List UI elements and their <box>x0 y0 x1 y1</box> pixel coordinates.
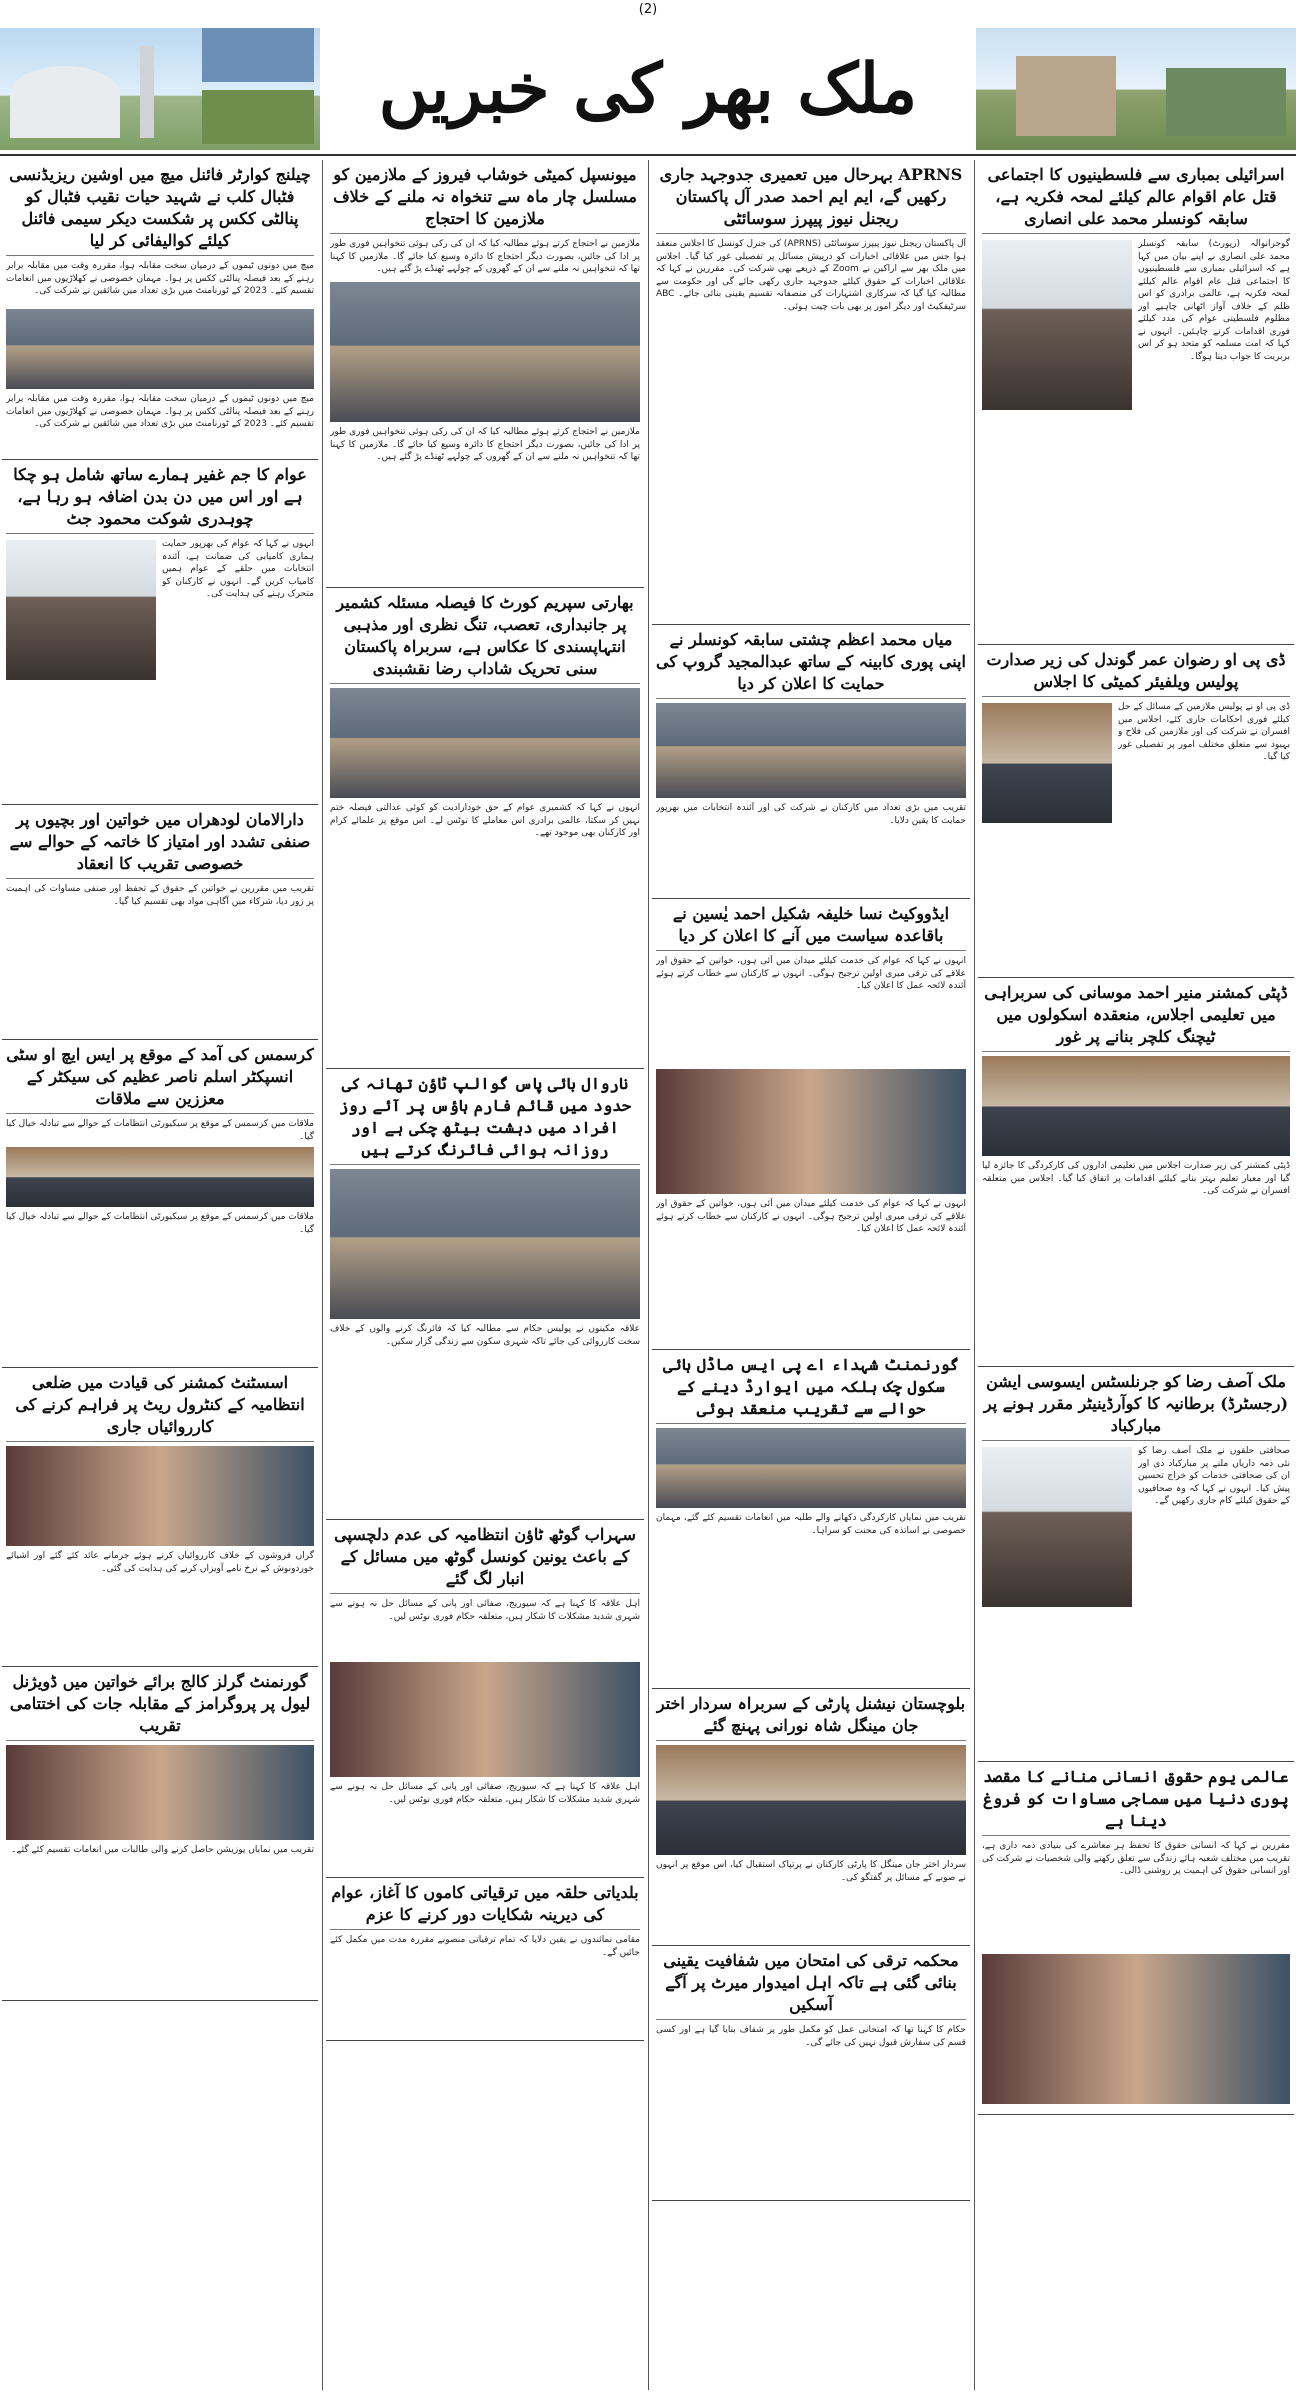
column-divider <box>974 160 975 2390</box>
human-rights-event-photo <box>982 1954 1290 2104</box>
story-body: اہل علاقہ کا کہنا ہے کہ سیوریج، صفائی اور پانی کے مسائل حل نہ ہونے سے شہری شدید مشکلات کا شکار ہیں، متعلقہ حکام فوری نوٹس لیں۔ <box>330 1599 640 1622</box>
portrait-photo <box>6 540 156 680</box>
news-story <box>2 1667 318 2001</box>
story-headline: سہراب گوٹھ ٹاؤن انتظامیہ کی عدم دلچسپی کے باعث یونین کونسل گوٹھ میں مسائل کے انبار لگ گئے <box>330 1524 640 1594</box>
news-story <box>2 1040 318 1368</box>
story-headline: ناروال بائی پاس گوالپ ٹاؤن تھانہ کی حدود میں قائم فارم ہاؤس پر آئے روز افراد میں دہشت بیٹھ چکی ہے اور روزانہ ہوائی فائرنگ کرتے ہیں <box>330 1073 640 1165</box>
story-headline: میاں محمد اعظم چشتی سابقہ کونسلر نے اپنی پوری کابینہ کے ساتھ عبدالمجید گروپ کی حمایت کا اعلان کر دیا <box>656 629 966 699</box>
story-headline: گورنمنٹ شہداء اے پی ایس ماڈل ہائی سکول چک ہلکہ میں ایوارڈ دینے کے حوالے سے تقریب منعقد ہوئی <box>656 1354 966 1424</box>
story-body: حکام کا کہنا تھا کہ امتحانی عمل کو مکمل طور پر شفاف بنایا گیا ہے اور کسی قسم کی سفارش قبول نہیں کی جائے گی۔ <box>656 2025 966 2048</box>
column-divider <box>322 160 323 2390</box>
news-story <box>652 899 970 1350</box>
news-story <box>326 588 644 1069</box>
news-story <box>326 1878 644 2041</box>
masthead-collage-left <box>0 28 320 150</box>
news-story <box>652 160 970 625</box>
story-body-continued: اہل علاقہ کا کہنا ہے کہ سیوریج، صفائی اور پانی کے مسائل حل نہ ہونے سے شہری شدید مشکلات کا شکار ہیں، متعلقہ حکام فوری نوٹس لیں۔ <box>330 1782 640 1805</box>
story-headline: اسرائیلی بمباری سے فلسطینیوں کا اجتماعی قتل عام اقوام عالم کیلئے لمحہ فکریہ ہے، سابقہ کونسلر محمد علی انصاری <box>982 164 1290 234</box>
story-body: ڈپٹی کمشنر کی زیر صدارت اجلاس میں تعلیمی اداروں کی کارکردگی کا جائزہ لیا گیا اور معیار تعلیم بہتر بنانے کیلئے اقدامات پر اتفاق کیا گیا۔ اجلاس میں متعلقہ افسران نے شرکت کی۔ <box>982 1161 1290 1196</box>
market-inspection-photo <box>6 1446 314 1546</box>
news-story <box>652 625 970 899</box>
story-body: سردار اختر جان مینگل کا پارٹی کارکنان نے پرتپاک استقبال کیا، اس موقع پر انہوں نے صوبے کے مسائل پر گفتگو کی۔ <box>656 1860 966 1883</box>
police-meeting-photo <box>6 1147 314 1207</box>
story-body: تقریب میں نمایاں کارکردگی دکھانے والے طلبہ میں انعامات تقسیم کئے گئے، مہمان خصوصی نے اساتذہ کی محنت کو سراہا۔ <box>656 1513 966 1536</box>
portrait-photo <box>982 240 1132 410</box>
masthead-collage-right <box>976 28 1296 150</box>
landscape-picture-1 <box>202 28 314 82</box>
story-body: انہوں نے کہا کہ عوام کی خدمت کیلئے میدان میں آئی ہوں، خواتین کے حقوق اور علاقے کی ترقی میری اولین ترجیح ہوگی۔ انہوں نے کارکنان سے خطاب کرتے ہوئے آئندہ لائحہ عمل کا اعلان کیا۔ <box>656 956 966 991</box>
news-story <box>978 645 1294 978</box>
story-headline: محکمہ ترقی کی امتحان میں شفافیت یقینی بنائی گئی ہے تاکہ اہل امیدوار میرٹ پر آگے آسکیں <box>656 1950 966 2020</box>
story-body-continued: ملازمین نے احتجاج کرتے ہوئے مطالبہ کیا کہ ان کی رکی ہوئی تنخواہیں فوری طور پر ادا کی جائیں، بصورت دیگر احتجاج کا دائرہ وسیع کیا جائے گا۔ ملازمین کا کہنا تھا کہ تنخواہیں نہ ملنے سے ان کے گھروں کے چولہے ٹھنڈے پڑ گئے ہیں۔ <box>330 427 640 462</box>
police-meeting-photo <box>982 703 1112 823</box>
news-story <box>326 1069 644 1520</box>
news-story <box>326 1520 644 1878</box>
story-body: تقریب میں مقررین نے خواتین کے حقوق کے تحفظ اور صنفی مساوات کی اہمیت پر زور دیا، شرکاء میں آگاہی مواد بھی تقسیم کیا گیا۔ <box>6 884 314 907</box>
story-headline: میونسپل کمیٹی خوشاب فیروز کے ملازمین کو مسلسل چار ماہ سے تنخواہ نہ ملنے کے خلاف ملازمین کا احتجاج <box>330 164 640 234</box>
clerics-photo <box>330 688 640 798</box>
colonial-building-picture <box>1166 68 1286 136</box>
column-divider <box>648 160 649 2390</box>
story-body: گوجرانوالہ (رپورٹ) سابقہ کونسلر محمد علی انصاری نے اپنے بیان میں کہا ہے کہ اسرائیلی بمباری سے فلسطینیوں کا اجتماعی قتل عام اقوام عالم کیلئے لمحہ فکریہ ہے، عالمی برادری کو اس ظلم کے خلاف آواز اٹھانی چاہیے اور مظلوم فلسطینی عوام کی مدد کیلئے فوری اقدامات کرنے چاہئیں۔ انہوں نے کہا کہ امت مسلمہ کو متحد ہو کر اس بربریت کا جواب دینا ہوگا۔ <box>1138 239 1290 362</box>
story-headline: عوام کا جم غفیر ہمارے ساتھ شامل ہو چکا ہے اور اس میں دن بدن اضافہ ہو رہا ہے، چوہدری شوکت محمود جٹ <box>6 464 314 534</box>
party-meeting-photo <box>656 1745 966 1855</box>
story-body: صحافتی حلقوں نے ملک آصف رضا کو نئی ذمہ داریاں ملنے پر مبارکباد دی اور ان کی صحافتی خدمات کو خراج تحسین پیش کیا۔ انہوں نے کہا کہ وہ صحافیوں کے حقوق کیلئے کام جاری رکھیں گے۔ <box>1138 1446 1290 1506</box>
mausoleum-picture <box>10 66 120 138</box>
gathering-photo <box>656 703 966 798</box>
story-body: مقررین نے کہا کہ انسانی حقوق کا تحفظ ہر معاشرے کی بنیادی ذمہ داری ہے، تقریب میں مختلف شعبہ ہائے زندگی سے تعلق رکھنے والی شخصیات نے شرکت کی اور انسانی حقوق کی اہمیت پر روشنی ڈالی۔ <box>982 1841 1290 1876</box>
story-body: انہوں نے کہا کہ کشمیری عوام کے حق خودارادیت کو کوئی عدالتی فیصلہ ختم نہیں کر سکتا، عالمی برادری اس معاملے کا نوٹس لے۔ اس موقع پر علمائے کرام اور کارکنان بھی موجود تھے۔ <box>330 803 640 838</box>
story-body: ڈی پی او نے پولیس ملازمین کے مسائل کے حل کیلئے فوری احکامات جاری کئے، اجلاس میں افسران نے شرکت کی اور ملازمین کی فلاح و بہبود سے متعلق مختلف امور پر تفصیلی غور کیا گیا۔ <box>1118 702 1290 762</box>
story-body: ملازمین نے احتجاج کرتے ہوئے مطالبہ کیا کہ ان کی رکی ہوئی تنخواہیں فوری طور پر ادا کی جائیں، بصورت دیگر احتجاج کا دائرہ وسیع کیا جائے گا۔ ملازمین کا کہنا تھا کہ تنخواہیں نہ ملنے سے ان کے گھروں کے چولہے ٹھنڈے پڑ گئے ہیں۔ <box>330 239 640 274</box>
masthead <box>0 20 1296 156</box>
masthead-title: ملک بھر کی خبریں <box>378 49 918 129</box>
story-body: آل پاکستان ریجنل نیوز پیپرز سوسائٹی (APRNS) کی جنرل کونسل کا اجلاس منعقد ہوا جس میں علاقائی اخبارات کو درپیش مسائل پر تفصیلی غور کیا گیا۔ اجلاس میں ملک بھر سے اراکین نے Zoom کے ذریعے بھی شرکت کی۔ مقررین نے کہا کہ علاقائی اخبارات کے حقوق کیلئے جدوجہد جاری رکھی جائے گی اور حکومت سے مطالبہ کیا گیا کہ سرکاری اشتہارات کی منصفانہ تقسیم یقینی بنائی جائے۔ ABC سرٹیفکیٹ اور دیگر امور پر بھی بات چیت ہوئی۔ <box>656 239 966 312</box>
story-headline: ملک آصف رضا کو جرنلسٹس ایسوسی ایشن (رجسٹرڈ) برطانیہ کا کوآرڈینیٹر مقرر ہونے پر مبارکباد <box>982 1371 1290 1441</box>
story-headline: بلوچستان نیشنل پارٹی کے سربراہ سردار اختر جان مینگل شاہ نورانی پہنچ گئے <box>656 1693 966 1741</box>
story-body-continued: انہوں نے کہا کہ عوام کی خدمت کیلئے میدان میں آئی ہوں، خواتین کے حقوق اور علاقے کی ترقی میری اولین ترجیح ہوگی۔ انہوں نے کارکنان سے خطاب کرتے ہوئے آئندہ لائحہ عمل کا اعلان کیا۔ <box>656 1199 966 1234</box>
story-headline: بھارتی سپریم کورٹ کا فیصلہ مسئلہ کشمیر پر جانبداری، تعصب، تنگ نظری اور مذہبی انتہاپسندی کا عکاس ہے، سربراہ پاکستان سنی تحریک شاداب رضا نقشبندی <box>330 592 640 684</box>
protest-photo <box>330 282 640 422</box>
education-meeting-photo <box>982 1056 1290 1156</box>
story-body: تقریب میں نمایاں پوزیشن حاصل کرنے والی طالبات میں انعامات تقسیم کئے گئے۔ <box>11 1845 314 1855</box>
story-body: گراں فروشوں کے خلاف کارروائیاں کرتے ہوئے جرمانے عائد کئے گئے اور اشیائے خوردونوش کے نرخ نامے آویزاں کرنے کی ہدایت کی گئی۔ <box>6 1551 314 1574</box>
story-body: ملاقات میں کرسمس کے موقع پر سیکیورٹی انتظامات کے حوالے سے تبادلہ خیال کیا گیا۔ <box>6 1119 314 1142</box>
college-ceremony-photo <box>6 1745 314 1840</box>
news-story <box>978 1367 1294 1762</box>
story-body: علاقہ مکینوں نے پولیس حکام سے مطالبہ کیا کہ فائرنگ کرنے والوں کے خلاف سخت کارروائی کی جائے تاکہ شہری سکون سے زندگی گزار سکیں۔ <box>330 1324 640 1347</box>
residents-protest-photo <box>330 1662 640 1777</box>
news-column-1 <box>2 160 318 2390</box>
story-body: تقریب میں بڑی تعداد میں کارکنان نے شرکت کی اور آئندہ انتخابات میں بھرپور حمایت کا یقین دلایا۔ <box>656 803 966 826</box>
story-body: انہوں نے کہا کہ عوام کی بھرپور حمایت ہماری کامیابی کی ضمانت ہے، آئندہ انتخابات میں حلقے کے عوام ہمیں کامیاب کریں گے۔ انہوں نے کارکنان کو متحرک رہنے کی ہدایت کی۔ <box>162 539 314 599</box>
news-story <box>2 160 318 460</box>
story-headline: دارالامان لودھراں میں خواتین اور بچیوں پر صنفی تشدد اور امتیاز کا خاتمہ کے حوالے سے خصوصی تقریب کا انعقاد <box>6 809 314 879</box>
story-headline: APRNS بہرحال میں تعمیری جدوجہد جاری رکھیں گے، ایم ایم احمد صدر آل پاکستان ریجنل نیوز پیپرز سوسائٹی <box>656 164 966 234</box>
story-body-continued: ملاقات میں کرسمس کے موقع پر سیکیورٹی انتظامات کے حوالے سے تبادلہ خیال کیا گیا۔ <box>6 1212 314 1235</box>
story-headline: ڈی پی او رضوان عمر گوندل کی زیر صدارت پولیس ویلفیئر کمیٹی کا اجلاس <box>982 649 1290 697</box>
news-story <box>2 460 318 805</box>
portrait-photo <box>982 1447 1132 1607</box>
landscape-picture-2 <box>202 90 314 144</box>
story-body: میچ میں دونوں ٹیموں کے درمیان سخت مقابلہ ہوا، مقررہ وقت میں مقابلہ برابر رہنے کے بعد فیصلہ پنالٹی ککس پر ہوا۔ مہمان خصوصی نے کھلاڑیوں میں انعامات تقسیم کئے۔ 2023 کے ٹورنامنٹ میں بڑی تعداد میں شائقین نے شرکت کی۔ <box>6 261 314 296</box>
story-headline: گورنمنٹ گرلز کالج برائے خواتین میں ڈویژنل لیول پر پروگرامز کے مقابلہ جات کی اختتامی تقریب <box>6 1671 314 1741</box>
news-story <box>2 1368 318 1667</box>
residents-photo <box>330 1169 640 1319</box>
story-headline: چیلنج کوارٹر فائنل میچ میں اوشین ریزیڈنسی فٹبال کلب نے شہید حیات نقیب فٹبال کو پنالٹی ککس پر شکست دیکر سیمی فائنل کیلئے کوالیفائی کر لیا <box>6 164 314 256</box>
news-story <box>326 160 644 588</box>
story-headline: اسسٹنٹ کمشنر کی قیادت میں ضلعی انتظامیہ کے کنٹرول ریٹ پر فراہم کرنے کی کارروائیاں جاری <box>6 1372 314 1442</box>
story-headline: بلدیاتی حلقہ میں ترقیاتی کاموں کا آغاز، عوام کی دیرینہ شکایات دور کرنے کا عزم <box>330 1882 640 1930</box>
news-story <box>2 805 318 1040</box>
news-column-4 <box>978 160 1294 2390</box>
story-headline: عالمی یوم حقوق انسانی منانے کا مقصد پوری دنیا میں سماجی مساوات کو فروغ دینا ہے <box>982 1766 1290 1836</box>
news-story <box>652 1946 970 2201</box>
news-story <box>978 160 1294 645</box>
story-body-continued: میچ میں دونوں ٹیموں کے درمیان سخت مقابلہ ہوا، مقررہ وقت میں مقابلہ برابر رہنے کے بعد فیصلہ پنالٹی ککس پر ہوا۔ مہمان خصوصی نے کھلاڑیوں میں انعامات تقسیم کئے۔ 2023 کے ٹورنامنٹ میں بڑی تعداد میں شائقین نے شرکت کی۔ <box>6 394 314 429</box>
speaker-photo <box>656 1069 966 1194</box>
minar-picture <box>140 46 154 138</box>
news-story <box>652 1350 970 1689</box>
story-body: مقامی نمائندوں نے یقین دلایا کہ تمام ترقیاتی منصوبے مقررہ مدت میں مکمل کئے جائیں گے۔ <box>330 1935 640 1958</box>
fort-gate-picture <box>1016 56 1116 136</box>
page-number: (2) <box>638 2 658 17</box>
story-headline: کرسمس کی آمد کے موقع پر ایس ایچ او سٹی انسپکٹر اسلم ناصر عظیم کی سیکٹر کے معززین سے ملاقات <box>6 1044 314 1114</box>
school-ceremony-photo <box>656 1428 966 1508</box>
news-story <box>978 1762 1294 2115</box>
story-headline: ڈپٹی کمشنر منیر احمد موسانی کی سربراہی میں تعلیمی اجلاس، منعقدہ اسکولوں میں ٹیچنگ کلچر بنانے پر غور <box>982 982 1290 1052</box>
story-headline: ایڈووکیٹ نسا خلیفہ شکیل احمد یٰسین نے باقاعدہ سیاست میں آنے کا اعلان کر دیا <box>656 903 966 951</box>
news-column-2 <box>326 160 644 2390</box>
football-prize-photo <box>6 309 314 389</box>
news-column-3 <box>652 160 970 2390</box>
news-story <box>978 978 1294 1367</box>
news-story <box>652 1689 970 1946</box>
